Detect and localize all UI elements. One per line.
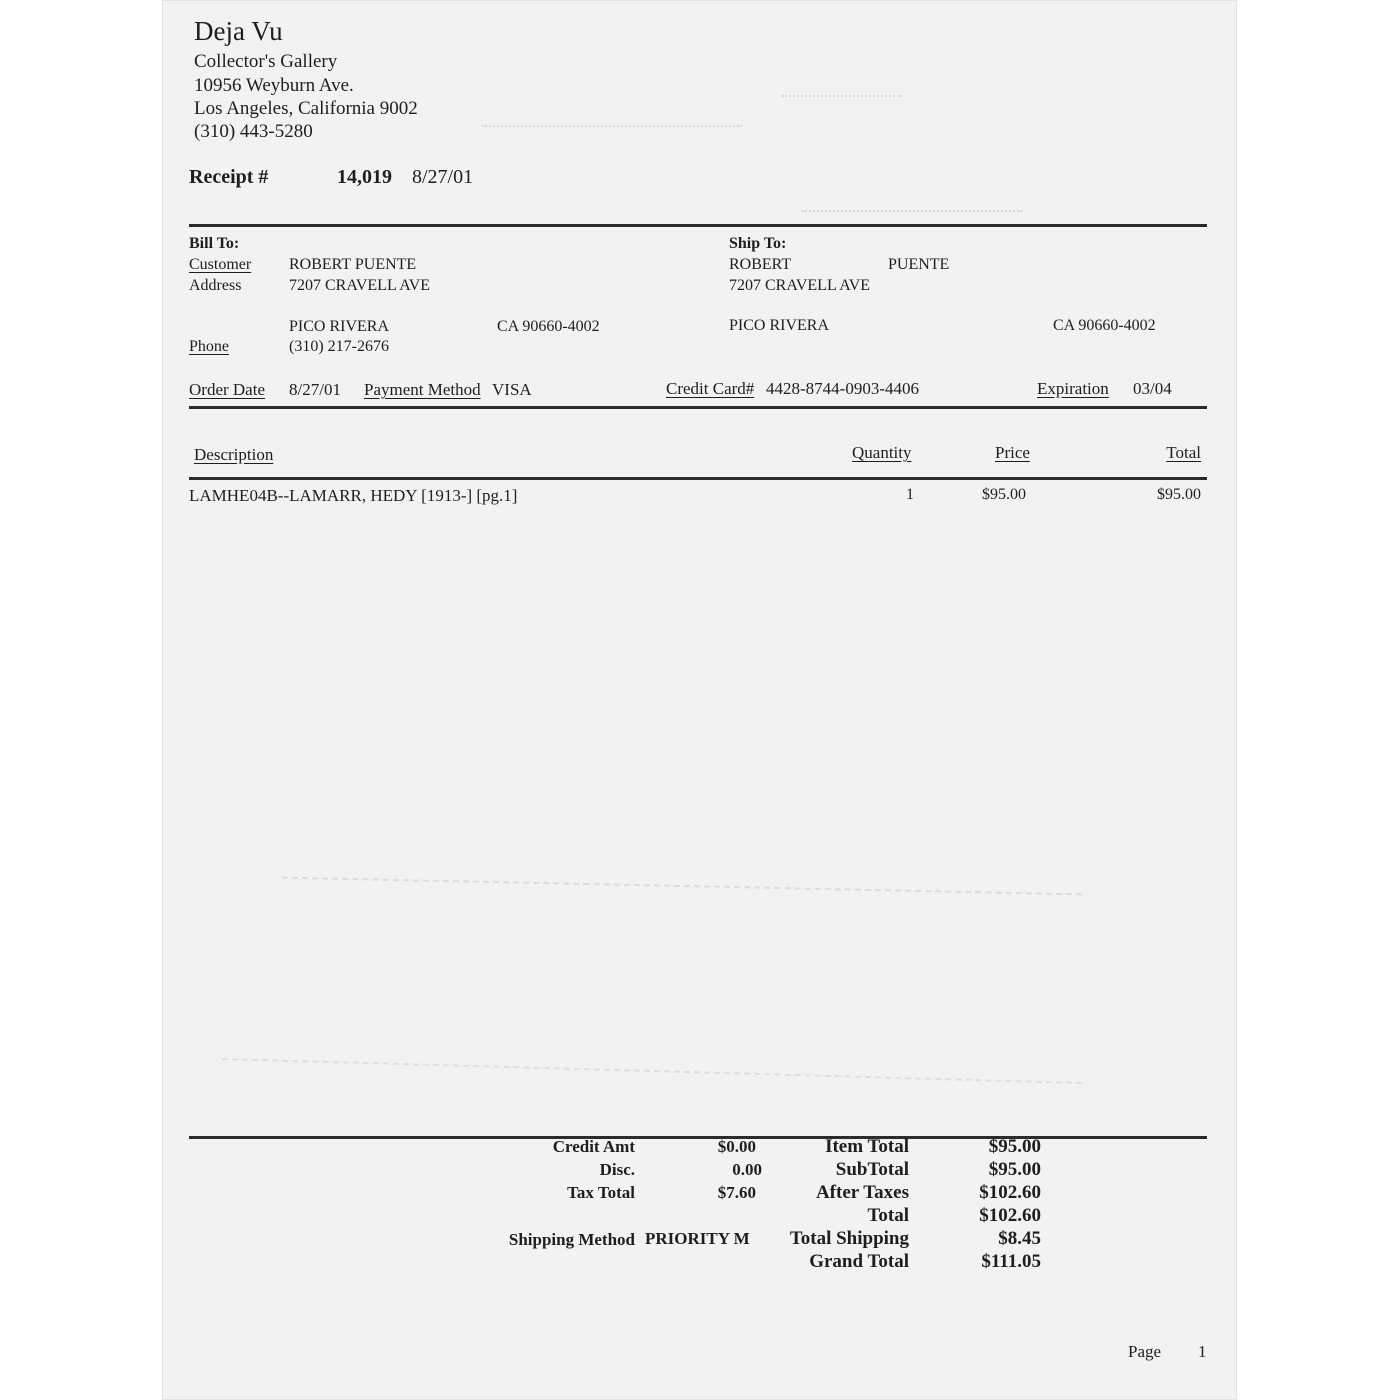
item-quantity: 1 <box>906 486 914 503</box>
item-total-label: Item Total <box>825 1136 909 1157</box>
phone-label: Phone <box>189 338 229 355</box>
order-date: 8/27/01 <box>289 380 341 399</box>
receipt-date: 8/27/01 <box>412 166 474 188</box>
item-total: $95.00 <box>1157 486 1201 503</box>
divider <box>189 477 1207 480</box>
bleed-through-mark <box>222 1058 1082 1084</box>
bill-state-zip: CA 90660-4002 <box>497 318 600 335</box>
item-total-value: $95.00 <box>988 1136 1041 1157</box>
after-taxes-value: $102.60 <box>979 1182 1041 1203</box>
col-header-total: Total <box>1166 443 1201 462</box>
subtotal-label: SubTotal <box>835 1159 909 1180</box>
subtotal-value: $95.00 <box>988 1159 1041 1180</box>
credit-amt-label: Credit Amt <box>552 1137 635 1156</box>
bleed-through-mark <box>782 95 902 103</box>
total-shipping-value: $8.45 <box>998 1228 1041 1249</box>
payment-method: VISA <box>492 380 532 399</box>
item-description: LAMHE04B--LAMARR, HEDY [1913-] [pg.1] <box>189 486 518 505</box>
ship-state-zip: CA 90660-4002 <box>1053 317 1156 334</box>
ship-to-heading: Ship To: <box>729 235 787 252</box>
tax-total-label: Tax Total <box>567 1183 635 1202</box>
page-label: Page <box>1128 1342 1162 1361</box>
order-date-label: Order Date <box>189 380 265 399</box>
bill-to-heading: Bill To: <box>189 235 240 252</box>
payment-method-label: Payment Method <box>364 380 481 399</box>
bleed-through-mark <box>282 877 1082 896</box>
grand-total-value: $111.05 <box>981 1251 1041 1272</box>
shipping-method-value: PRIORITY M <box>645 1229 750 1248</box>
ship-first-name: ROBERT <box>729 256 792 273</box>
company-phone: (310) 443-5280 <box>194 121 313 142</box>
bleed-through-mark <box>482 125 742 133</box>
expiration-date: 03/04 <box>1133 379 1172 398</box>
receipt-page <box>162 0 1237 1400</box>
expiration-label: Expiration <box>1037 379 1109 398</box>
customer-label: Customer <box>189 256 252 273</box>
bill-city: PICO RIVERA <box>289 318 390 335</box>
after-taxes-label: After Taxes <box>815 1182 909 1203</box>
divider <box>189 406 1207 409</box>
company-subtitle: Collector's Gallery <box>194 51 338 72</box>
total-value: $102.60 <box>979 1205 1041 1226</box>
ship-street: 7207 CRAVELL AVE <box>729 277 871 294</box>
receipt-number: 14,019 <box>337 166 392 188</box>
col-header-price: Price <box>995 443 1030 462</box>
disc-value: 0.00 <box>732 1160 762 1179</box>
company-name: Deja Vu <box>194 16 283 46</box>
credit-card-number: 4428-8744-0903-4406 <box>766 379 919 398</box>
bill-street: 7207 CRAVELL AVE <box>289 277 431 294</box>
divider <box>189 224 1207 227</box>
page-number: 1 <box>1198 1342 1207 1361</box>
bill-phone: (310) 217-2676 <box>289 338 389 355</box>
tax-total-value: $7.60 <box>717 1183 756 1202</box>
receipt-label: Receipt # <box>189 166 269 188</box>
bleed-through-mark <box>802 210 1022 218</box>
total-label: Total <box>867 1205 909 1226</box>
credit-amt-value: $0.00 <box>717 1137 756 1156</box>
divider <box>189 1136 1207 1139</box>
ship-last-name: PUENTE <box>888 256 950 273</box>
item-price: $95.00 <box>982 486 1026 503</box>
customer-name: ROBERT PUENTE <box>289 256 417 273</box>
credit-card-label: Credit Card# <box>666 379 755 398</box>
disc-label: Disc. <box>599 1160 635 1179</box>
total-shipping-label: Total Shipping <box>789 1228 909 1249</box>
company-street: 10956 Weyburn Ave. <box>194 75 354 96</box>
company-city: Los Angeles, California 9002 <box>194 98 418 119</box>
shipping-method-label: Shipping Method <box>508 1230 635 1249</box>
ship-city: PICO RIVERA <box>729 317 830 334</box>
col-header-description: Description <box>194 445 274 464</box>
col-header-quantity: Quantity <box>852 443 912 462</box>
grand-total-label: Grand Total <box>809 1251 909 1272</box>
address-label: Address <box>189 277 242 294</box>
